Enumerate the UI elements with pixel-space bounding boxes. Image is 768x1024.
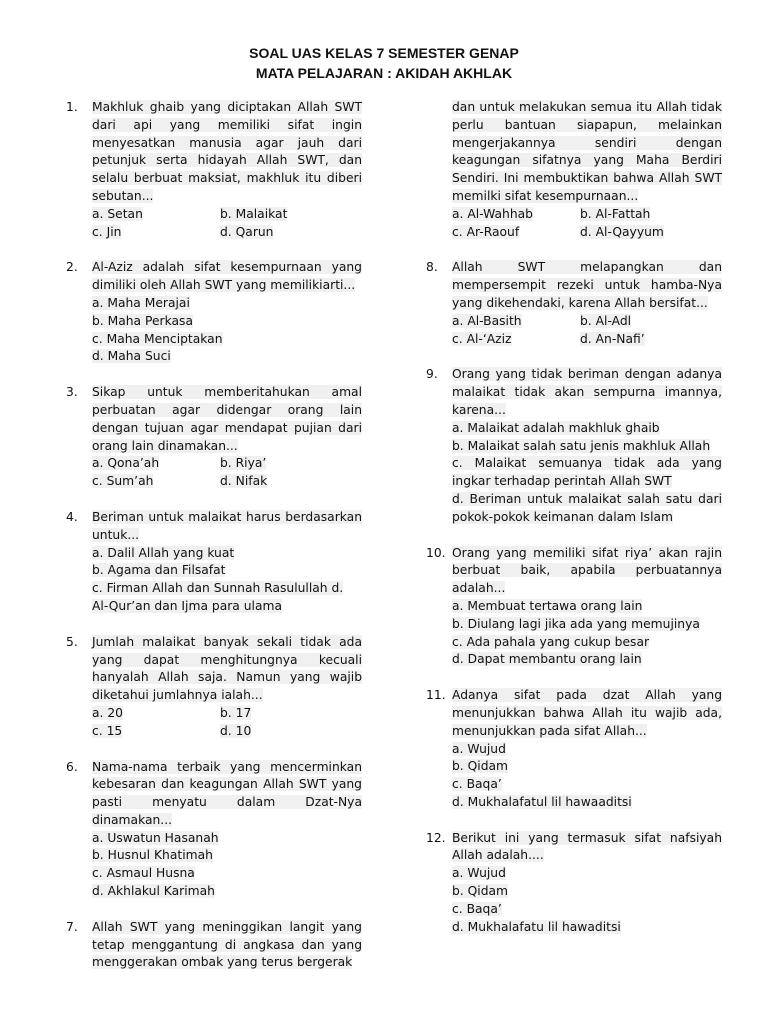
option-a: a. Wujud xyxy=(452,866,506,881)
option-c: c. Baqa’ xyxy=(452,901,502,916)
option-c-d: c. Firman Allah dan Sunnah Rasulullah d. Al-Qur’an dan Ijma para ulama xyxy=(92,581,344,613)
option-d: d. Mukhalafatu lil hawaditsi xyxy=(452,919,621,934)
options xyxy=(452,313,722,349)
option-a: a. 20 xyxy=(92,705,124,720)
option-d: d. An-Nafi’ xyxy=(580,331,645,346)
question-text: Orang yang memiliki sifat riya’ akan rajin berbuat baik, apabila perbuatannya adalah... xyxy=(452,545,722,596)
option-b: b. Al-Fattah xyxy=(580,206,651,221)
question-6 xyxy=(66,759,362,901)
question-number: 7. xyxy=(66,919,78,934)
left-column xyxy=(66,99,362,972)
option-c: c. Maha Menciptakan xyxy=(92,331,223,346)
option-a: a. Wujud xyxy=(452,741,506,756)
question-number: 6. xyxy=(66,759,78,774)
option-b: b. Diulang lagi jika ada yang memujinya xyxy=(452,616,700,631)
question-text: Jumlah malaikat banyak sekali tidak ada yang dapat menghitungnya kecuali hanyalah Allah saja. Namun yang wajib diketahui jumlahnya ialah... xyxy=(92,634,362,703)
question-text: Orang yang tidak beriman dengan adanya malaikat tidak akan sempurna imannya, karena... xyxy=(452,367,722,417)
question-8 xyxy=(426,259,722,348)
question-text: Berikut ini yang termasuk sifat nafsiyah Allah adalah.... xyxy=(452,830,722,863)
option-c: c. 15 xyxy=(92,723,123,738)
question-text: Sikap untuk memberitahukan amal perbuatan agar didengar orang lain dengan tujuan agar mendapat pujian dari orang lain dinamakan... xyxy=(92,385,362,453)
question-2 xyxy=(66,259,362,366)
page-subtitle: MATA PELAJARAN : AKIDAH AKHLAK xyxy=(255,65,513,81)
options xyxy=(92,455,362,491)
option-b: b. Qidam xyxy=(452,884,509,899)
question-number: 10. xyxy=(426,545,446,560)
question-10 xyxy=(426,545,722,670)
question-text: Makhluk ghaib yang diciptakan Allah SWT dari api yang memiliki sifat ingin menyesatkan manusia agar jauh dari petunjuk serta hidayah Allah SWT, dan selalu berbuat maksiat, makhluk itu diberi sebutan... xyxy=(92,100,362,203)
question-3 xyxy=(66,384,362,491)
option-b: b. Malaikat salah satu jenis makhluk Allah xyxy=(452,438,711,453)
question-5 xyxy=(66,634,362,741)
question-text: Adanya sifat pada dzat Allah yang menunjukkan bahwa Allah itu wajib ada, menunjukkan pada sifat Allah... xyxy=(452,688,722,738)
option-a: a. Maha Merajai xyxy=(92,295,190,310)
option-a: a. Setan xyxy=(92,206,143,221)
option-b: b. Maha Perkasa xyxy=(92,313,193,328)
question-12 xyxy=(426,830,722,937)
option-a: a. Al-Wahhab xyxy=(452,206,533,221)
question-number: 11. xyxy=(426,688,446,703)
option-a: a. Dalil Allah yang kuat xyxy=(92,545,235,560)
options xyxy=(452,206,722,242)
options xyxy=(92,206,362,242)
question-1 xyxy=(66,99,362,241)
options xyxy=(92,705,362,741)
question-number: 2. xyxy=(66,260,78,275)
option-d: d. Maha Suci xyxy=(92,349,171,364)
option-d: d. Akhlakul Karimah xyxy=(92,884,215,899)
option-b: b. Al-Adl xyxy=(580,313,632,328)
option-b: b. 17 xyxy=(220,705,252,720)
question-number: 9. xyxy=(426,367,438,382)
option-c: c. Ar-Raouf xyxy=(452,224,520,239)
option-d: d. Beriman untuk malaikat salah satu dari pokok-pokok keimanan dalam Islam xyxy=(452,491,722,524)
option-b: b. Malaikat xyxy=(220,206,288,221)
question-11 xyxy=(426,687,722,812)
page-title: SOAL UAS KELAS 7 SEMESTER GENAP xyxy=(249,45,519,61)
option-d: d. Qarun xyxy=(220,224,274,239)
question-text-continued: dan untuk melakukan semua itu Allah tidak perlu bantuan siapapun, melainkan mengerjakannya sendiri dengan keagungan sifatnya yang Maha Berdiri Sendiri. Ini membuktikan bahwa Allah SWT memilki sifat kesempurnaan... xyxy=(452,100,722,203)
question-9 xyxy=(426,366,722,526)
option-d: d. Nifak xyxy=(220,474,268,489)
option-d: d. Al-Qayyum xyxy=(580,224,664,239)
option-d: d. Mukhalafatul lil hawaaditsi xyxy=(452,794,632,809)
option-c: c. Malaikat semuanya tidak ada yang ingkar terhadap perintah Allah SWT xyxy=(452,456,722,489)
option-c: c. Asmaul Husna xyxy=(92,866,195,881)
question-7-continued xyxy=(426,99,722,241)
option-b: b. Riya’ xyxy=(220,456,267,471)
option-a: a. Al-Basith xyxy=(452,313,522,328)
option-c: c. Al-‘Aziz xyxy=(452,331,512,346)
option-c: c. Baqa’ xyxy=(452,777,502,792)
option-c: c. Ada pahala yang cukup besar xyxy=(452,634,650,649)
option-a: a. Uswatun Hasanah xyxy=(92,830,219,845)
option-a: a. Membuat tertawa orang lain xyxy=(452,598,643,613)
question-text: Allah SWT melapangkan dan mempersempit rezeki untuk hamba-Nya yang dikehendaki, karena Allah bersifat... xyxy=(452,260,722,310)
option-d: d. 10 xyxy=(220,723,252,738)
question-number: 4. xyxy=(66,509,78,524)
question-text: Beriman untuk malaikat harus berdasarkan untuk... xyxy=(92,509,362,542)
option-c: c. Sum’ah xyxy=(92,474,154,489)
option-b: b. Husnul Khatimah xyxy=(92,848,213,863)
question-number: 5. xyxy=(66,634,78,649)
option-b: b. Agama dan Filsafat xyxy=(92,563,226,578)
question-text: Allah SWT yang meninggikan langit yang tetap menggantung di angkasa dan yang menggerakan ombak yang terus bergerak xyxy=(92,919,362,970)
question-text: Al-Aziz adalah sifat kesempurnaan yang dimiliki oleh Allah SWT yang memilikiarti... xyxy=(92,260,362,293)
question-7 xyxy=(66,919,362,972)
option-b: b. Qidam xyxy=(452,759,509,774)
right-column xyxy=(426,99,722,936)
option-c: c. Jin xyxy=(92,224,122,239)
question-number: 1. xyxy=(66,100,78,114)
question-text: Nama-nama terbaik yang mencerminkan kebesaran dan keagungan Allah SWT yang pasti menyatu dalam Dzat-Nya dinamakan... xyxy=(92,759,362,827)
question-number: 8. xyxy=(426,260,438,275)
option-a: a. Qona’ah xyxy=(92,456,160,471)
option-a: a. Malaikat adalah makhluk ghaib xyxy=(452,420,660,435)
question-number: 3. xyxy=(66,385,78,400)
question-4 xyxy=(66,509,362,616)
question-number: 12. xyxy=(426,830,446,845)
option-d: d. Dapat membantu orang lain xyxy=(452,652,642,667)
